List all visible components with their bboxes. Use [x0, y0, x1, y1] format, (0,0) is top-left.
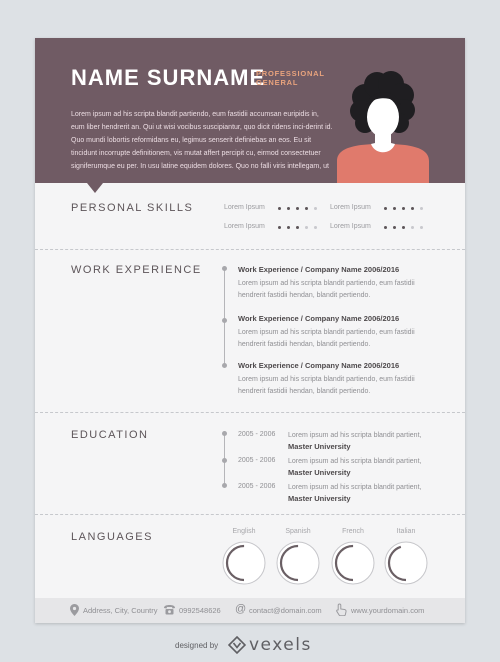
- education-description: Lorem ipsum ad his scripta blandit partient,: [288, 458, 422, 465]
- contact-website[interactable]: www.yourdomain.com: [351, 606, 425, 615]
- job-title-line-2: GENERAL: [256, 78, 299, 87]
- skill-level-dot: [411, 226, 414, 229]
- language-name: Italian: [396, 528, 416, 535]
- education-year: 2005 - 2006: [238, 431, 276, 438]
- timeline-dot: [222, 431, 227, 436]
- timeline-dot: [222, 318, 227, 323]
- location-pin-icon: [70, 604, 79, 616]
- language-item: [384, 528, 428, 585]
- skill-level-dot: [314, 207, 317, 210]
- skill-level-dot: [402, 226, 405, 229]
- timeline-dot: [222, 266, 227, 271]
- experience-title-text: Work Experience / Company Name 2006/2016: [238, 361, 400, 370]
- brand-caption: designed by: [175, 641, 219, 650]
- language-name: Spanish: [285, 528, 311, 535]
- skill-level-dot: [278, 226, 281, 229]
- language-level-ring: [222, 541, 266, 585]
- language-name: French: [342, 528, 364, 535]
- education-description: Lorem ipsum ad his scripta blandit partient,: [288, 432, 422, 439]
- ring-track: [223, 542, 265, 584]
- language-item: [222, 528, 266, 585]
- language-level-ring: [276, 541, 320, 585]
- avatar: [333, 65, 433, 183]
- experience-title-text: Work Experience / Company Name 2006/2016: [238, 314, 400, 323]
- skill-level-dot: [384, 207, 387, 210]
- branding-bar: [0, 636, 500, 656]
- language-name: English: [232, 528, 256, 535]
- skill-level-dot: [305, 226, 308, 229]
- education-year: 2005 - 2006: [238, 483, 276, 490]
- skill-level-dot: [287, 207, 290, 210]
- skill-level-dot: [420, 226, 423, 229]
- language-item: [276, 528, 320, 585]
- skill-label: Lorem Ipsum: [330, 223, 371, 230]
- resume-header: [35, 38, 465, 183]
- skill-label: Lorem Ipsum: [224, 204, 265, 211]
- pointer-hand-icon: [336, 603, 347, 616]
- experience-title-text: Work Experience / Company Name 2006/2016: [238, 265, 400, 274]
- skill-item: [330, 223, 430, 233]
- skill-level-dot: [296, 226, 299, 229]
- brand-wordmark: vexels: [249, 635, 312, 655]
- skill-level-dot: [393, 226, 396, 229]
- education-title: EDUCATION: [71, 429, 149, 441]
- intro-text: Lorem ipsum ad his scripta blandit partiendo, eum fastidii accumsan euripidis in, eum liber hendrerit an. Qui ut wisi vocibus suscipiantur, quo dicit ridens inci-derint id. Quo mundi lobortis reformidans eu, legimus senserit definiebas an eos. Eu sit tincidunt incorrupte definitionem, vis mutat affert percipit cu, eirmod consectetuer signiferumque eu per. In usu latine equidem dolores. Quo no falli viris intellegam, ut: [71, 111, 333, 170]
- at-icon: @: [235, 603, 247, 615]
- experience-item: [238, 314, 438, 351]
- job-title: [256, 69, 336, 87]
- skill-label: Lorem Ipsum: [330, 204, 371, 211]
- contact-address: Address, City, Country: [83, 606, 158, 615]
- experience-timeline: [224, 268, 225, 366]
- skill-level-dot: [402, 207, 405, 210]
- experience-item: [238, 361, 438, 398]
- vexels-logo-icon: [228, 636, 246, 654]
- divider: [35, 249, 465, 250]
- resume-sheet: [35, 38, 465, 623]
- ring-track: [277, 542, 319, 584]
- timeline-dot: [222, 483, 227, 488]
- timeline-dot: [222, 458, 227, 463]
- experience-title: WORK EXPERIENCE: [71, 264, 202, 276]
- language-level-ring: [331, 541, 375, 585]
- header-pointer: [87, 183, 103, 193]
- skill-item: [224, 223, 324, 233]
- skill-level-dot: [420, 207, 423, 210]
- phone-icon: [163, 605, 176, 615]
- skill-level-dot: [287, 226, 290, 229]
- experience-description: Lorem ipsum ad his scripta blandit partiendo, eum fastidii hendrerit fastidii hendan, blandit pertiendo.: [238, 329, 415, 348]
- skill-level-dot: [384, 226, 387, 229]
- skill-item: [330, 204, 430, 214]
- education-description: Lorem ipsum ad his scripta blandit partient,: [288, 484, 422, 491]
- education-item: [238, 431, 438, 455]
- contact-footer: [35, 598, 465, 623]
- timeline-dot: [222, 363, 227, 368]
- contact-phone: 0992548626: [179, 606, 221, 615]
- divider: [35, 412, 465, 413]
- skill-level-dot: [393, 207, 396, 210]
- skill-level-dot: [411, 207, 414, 210]
- experience-description: Lorem ipsum ad his scripta blandit partiendo, eum fastidii hendrerit fastidii hendan, blandit pertiendo.: [238, 280, 415, 299]
- education-year: 2005 - 2006: [238, 457, 276, 464]
- experience-item: [238, 265, 438, 302]
- education-school: Master University: [288, 494, 351, 503]
- candidate-name: NAME SURNAME: [71, 65, 266, 90]
- skills-title: PERSONAL SKILLS: [71, 202, 194, 214]
- contact-email[interactable]: contact@domain.com: [249, 606, 322, 615]
- job-title-line-1: PROFESSIONAL: [256, 69, 325, 78]
- skill-item: [224, 204, 324, 214]
- education-school: Master University: [288, 442, 351, 451]
- skill-level-dot: [314, 226, 317, 229]
- divider: [35, 514, 465, 515]
- skill-level-dot: [305, 207, 308, 210]
- skill-level-dot: [278, 207, 281, 210]
- ring-track: [332, 542, 374, 584]
- languages-title: LANGUAGES: [71, 531, 153, 543]
- education-school: Master University: [288, 468, 351, 477]
- skill-label: Lorem Ipsum: [224, 223, 265, 230]
- language-level-ring: [384, 541, 428, 585]
- experience-description: Lorem ipsum ad his scripta blandit partiendo, eum fastidii hendrerit fastidii hendan, blandit pertiendo.: [238, 376, 415, 395]
- education-item: [238, 457, 438, 481]
- education-item: [238, 483, 438, 507]
- language-item: [331, 528, 375, 585]
- ring-track: [385, 542, 427, 584]
- skill-level-dot: [296, 207, 299, 210]
